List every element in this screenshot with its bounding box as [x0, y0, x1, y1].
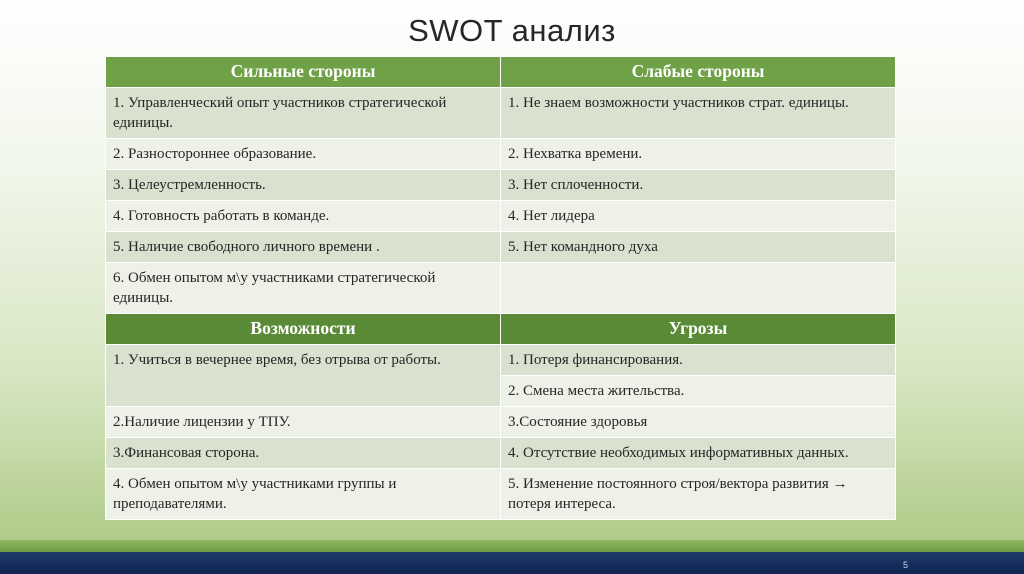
threat-cell: 2. Смена места жительства.: [501, 376, 896, 407]
weakness-cell: 2. Нехватка времени.: [501, 139, 896, 170]
opportunity-cell: 4. Обмен опытом м\у участниками группы и преподавателями.: [106, 469, 501, 520]
footer-bar: [0, 552, 1024, 574]
strength-cell: 5. Наличие свободного личного времени .: [106, 232, 501, 263]
table-row: [106, 438, 896, 469]
weakness-cell: 1. Не знаем возможности участников страт. единицы.: [501, 88, 896, 139]
table-row: [106, 201, 896, 232]
weakness-cell: 3. Нет сплоченности.: [501, 170, 896, 201]
opportunity-cell: 2.Наличие лицензии у ТПУ.: [106, 407, 501, 438]
strength-cell: 1. Управленческий опыт участников стратегической единицы.: [106, 88, 501, 139]
threat-cell: 4. Отсутствие необходимых информативных данных.: [501, 438, 896, 469]
opportunities-header: Возможности: [106, 314, 501, 345]
header-row-top: [106, 57, 896, 88]
table-row: [106, 407, 896, 438]
strength-cell: 3. Целеустремленность.: [106, 170, 501, 201]
strength-cell: 4. Готовность работать в команде.: [106, 201, 501, 232]
strength-cell: 2. Разностороннее образование.: [106, 139, 501, 170]
swot-table: [105, 56, 896, 520]
header-row-bottom: [106, 314, 896, 345]
weakness-cell: 5. Нет командного духа: [501, 232, 896, 263]
table-row: [106, 345, 896, 376]
table-row: [106, 263, 896, 314]
strengths-header: Сильные стороны: [106, 57, 501, 88]
opportunity-cell: 1. Учиться в вечернее время, без отрыва от работы.: [106, 345, 501, 407]
table-row: [106, 170, 896, 201]
footer-green-strip: [0, 540, 1024, 552]
threats-header: Угрозы: [501, 314, 896, 345]
slide-title: SWOT анализ: [408, 13, 616, 48]
strength-cell: 6. Обмен опытом м\у участниками стратегической единицы.: [106, 263, 501, 314]
threat-cell: 3.Состояние здоровья: [501, 407, 896, 438]
threat-cell: 5. Изменение постоянного строя/вектора развития → потеря интереса.: [501, 469, 896, 520]
table-row: [106, 139, 896, 170]
table-row: [106, 232, 896, 263]
table-row: [106, 88, 896, 139]
weakness-cell: [501, 263, 896, 314]
table-row: [106, 469, 896, 520]
page-number: 5: [902, 560, 908, 570]
weaknesses-header: Слабые стороны: [501, 57, 896, 88]
threat-cell: 1. Потеря финансирования.: [501, 345, 896, 376]
opportunity-cell: 3.Финансовая сторона.: [106, 438, 501, 469]
weakness-cell: 4. Нет лидера: [501, 201, 896, 232]
